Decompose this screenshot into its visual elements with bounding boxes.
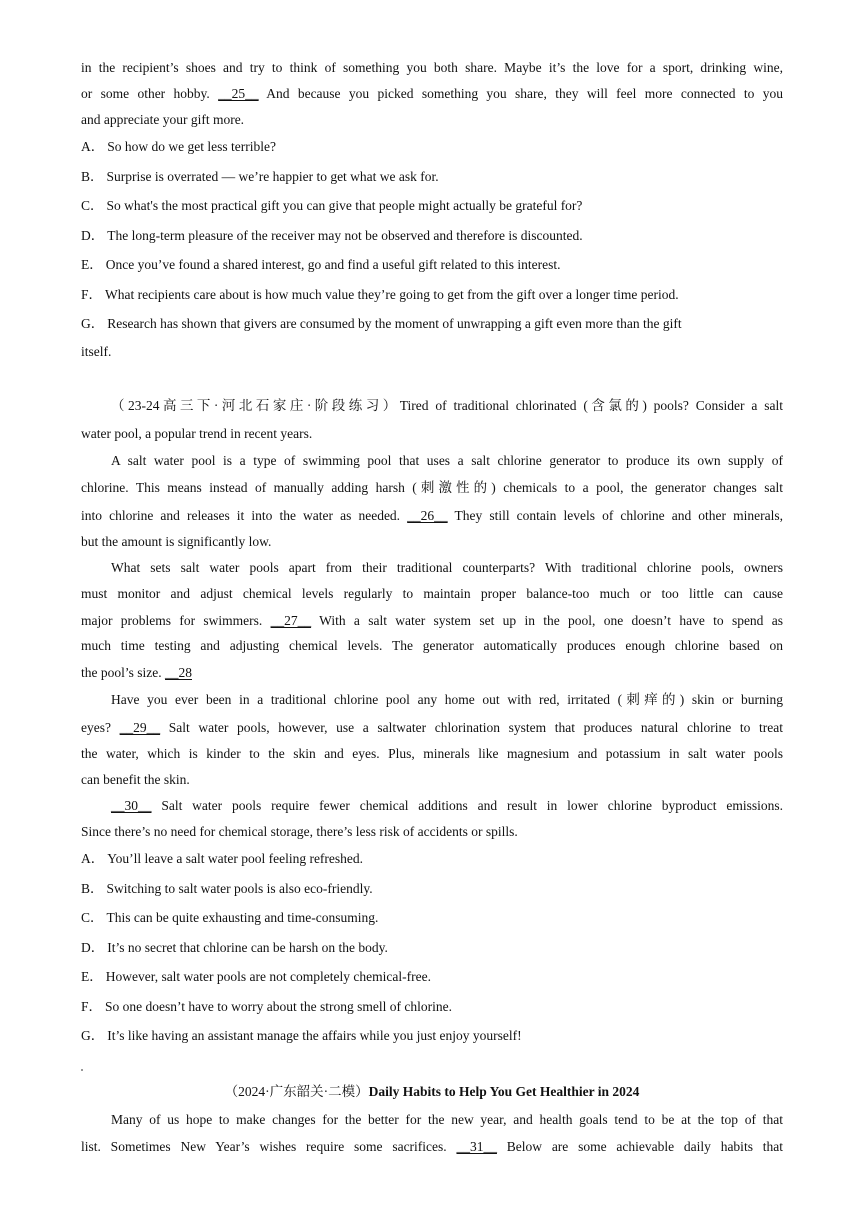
paragraph-line: much time testing and adjusting chemical levels. The generator automatically produces enough chlorine based on <box>81 638 783 653</box>
paragraph-line: What sets salt water pools apart from their traditional counterparts? With traditional chlorine pools, owners <box>111 560 783 575</box>
text-segment: And because you picked something you share, they will feel more connected to you <box>258 86 783 101</box>
paragraph-line <box>81 508 783 524</box>
option-text: It’s no secret that chlorine can be harsh on the body. <box>107 940 388 955</box>
option-letter: B． <box>81 169 104 184</box>
paragraph-line <box>81 86 783 102</box>
option-letter: B． <box>81 881 104 896</box>
text-segment: Tired of traditional chlorinated (含氯的) pools? Consider a salt <box>399 398 783 413</box>
option-letter: A． <box>81 851 105 866</box>
answer-blank-28: __28 <box>165 665 192 680</box>
text-segment: eyes? <box>81 720 120 735</box>
text-segment: the pool’s size. <box>81 665 165 680</box>
paragraph-line <box>111 798 783 814</box>
option-letter: G． <box>81 1028 105 1043</box>
option-g <box>81 316 682 332</box>
option-text: Once you’ve found a shared interest, go and find a useful gift related to this interest. <box>105 257 561 272</box>
text-segment: major problems for swimmers. <box>81 613 271 628</box>
paragraph-line: water pool, a popular trend in recent years. <box>81 426 313 441</box>
option-f <box>81 999 452 1015</box>
option-b <box>81 169 439 185</box>
option-letter: D． <box>81 228 105 243</box>
source-tag: （2024·广东韶关·二模） <box>224 1084 369 1099</box>
paragraph-line <box>111 398 783 414</box>
passage-heading <box>81 1084 783 1100</box>
option-c <box>81 910 378 926</box>
paragraph-line: in the recipient’s shoes and try to think of something you both share. Maybe it’s the love for a sport, drinking wine, <box>81 60 783 75</box>
option-text: It’s like having an assistant manage the affairs while you just enjoy yourself! <box>107 1028 522 1043</box>
option-text: You’ll leave a salt water pool feeling refreshed. <box>107 851 364 866</box>
paragraph-line <box>81 665 192 681</box>
text-segment: They still contain levels of chlorine and other minerals, <box>447 508 783 523</box>
option-text: However, salt water pools are not completely chemical-free. <box>105 969 431 984</box>
option-b <box>81 881 373 897</box>
paragraph-line: A salt water pool is a type of swimming pool that uses a salt chlorine generator to produce its own supply of <box>111 453 783 468</box>
answer-blank-31: __31__ <box>456 1139 497 1154</box>
option-text: The long-term pleasure of the receiver may not be observed and therefore is discounted. <box>107 228 583 243</box>
paragraph-line: can benefit the skin. <box>81 772 190 787</box>
paragraph-line <box>81 1139 783 1155</box>
answer-blank-25: __25__ <box>218 86 259 101</box>
paragraph-line: Since there’s no need for chemical storage, there’s less risk of accidents or spills. <box>81 824 518 839</box>
option-letter: F． <box>81 287 103 302</box>
option-letter: A． <box>81 139 105 154</box>
option-text: This can be quite exhausting and time-consuming. <box>106 910 379 925</box>
text-segment: into chlorine and releases it into the water as needed. <box>81 508 408 523</box>
text-segment: Salt water pools require fewer chemical additions and result in lower chlorine byproduct emissions. <box>151 798 783 813</box>
option-c <box>81 198 582 214</box>
answer-blank-29: __29__ <box>119 720 161 735</box>
answer-blank-30: __30__ <box>111 798 152 813</box>
option-text: So one doesn’t have to worry about the strong smell of chlorine. <box>105 999 452 1014</box>
option-letter: D． <box>81 940 105 955</box>
text-segment: With a salt water system set up in the pool, one doesn’t have to spend as <box>311 613 783 628</box>
text-segment: list. Sometimes New Year’s wishes require some sacrifices. <box>81 1139 457 1154</box>
paragraph-line <box>81 720 783 736</box>
option-e <box>81 257 561 273</box>
option-text: Research has shown that givers are consumed by the moment of unwrapping a gift even more than the gift <box>107 316 682 331</box>
paragraph-line: must monitor and adjust chemical levels regularly to maintain proper balance-too much or too little can cause <box>81 586 783 601</box>
paragraph-line: the water, which is kinder to the skin and eyes. Plus, minerals like magnesium and potassium in salt water pools <box>81 746 783 761</box>
option-a <box>81 851 363 867</box>
option-letter: E． <box>81 969 103 984</box>
option-text: Surprise is overrated — we’re happier to get what we ask for. <box>106 169 439 184</box>
option-g-continued: itself. <box>81 344 112 359</box>
option-a <box>81 139 276 155</box>
paragraph-line: chlorine. This means instead of manually adding harsh (刺激性的) chemicals to a pool, the generator changes salt <box>81 480 783 495</box>
option-g <box>81 1028 522 1044</box>
paragraph-line: but the amount is significantly low. <box>81 534 272 549</box>
text-segment: Below are some achievable daily habits that <box>496 1139 783 1154</box>
source-tag: （23-24高三下·河北石家庄·阶段练习） <box>111 398 400 413</box>
paragraph-line <box>81 613 783 629</box>
option-letter: C． <box>81 910 104 925</box>
text-segment: or some other hobby. <box>81 86 219 101</box>
option-letter: G． <box>81 316 105 331</box>
option-f <box>81 287 679 303</box>
option-text: So what's the most practical gift you can give that people might actually be grateful for? <box>106 198 583 213</box>
paragraph-line: and appreciate your gift more. <box>81 112 245 127</box>
option-d <box>81 228 583 244</box>
paragraph-line: Many of us hope to make changes for the better for the new year, and health goals tend to be at the top of that <box>111 1112 783 1127</box>
option-text: Switching to salt water pools is also eco-friendly. <box>106 881 373 896</box>
answer-blank-26: __26__ <box>407 508 448 523</box>
option-d <box>81 940 388 956</box>
answer-blank-27: __27__ <box>270 613 312 628</box>
option-letter: C． <box>81 198 104 213</box>
paragraph-line: Have you ever been in a traditional chlorine pool any home out with red, irritated (刺痒的) skin or burning <box>111 692 783 707</box>
option-letter: F． <box>81 999 103 1014</box>
option-text: So how do we get less terrible? <box>107 139 276 154</box>
passage-title: Daily Habits to Help You Get Healthier in 2024 <box>368 1084 640 1099</box>
option-letter: E． <box>81 257 103 272</box>
text-segment: Salt water pools, however, use a saltwater chlorination system that produces natural chlorine to treat <box>160 720 783 735</box>
stray-mark <box>81 1069 83 1071</box>
option-text: What recipients care about is how much value they’re going to get from the gift over a longer time period. <box>105 287 679 302</box>
option-e <box>81 969 431 985</box>
